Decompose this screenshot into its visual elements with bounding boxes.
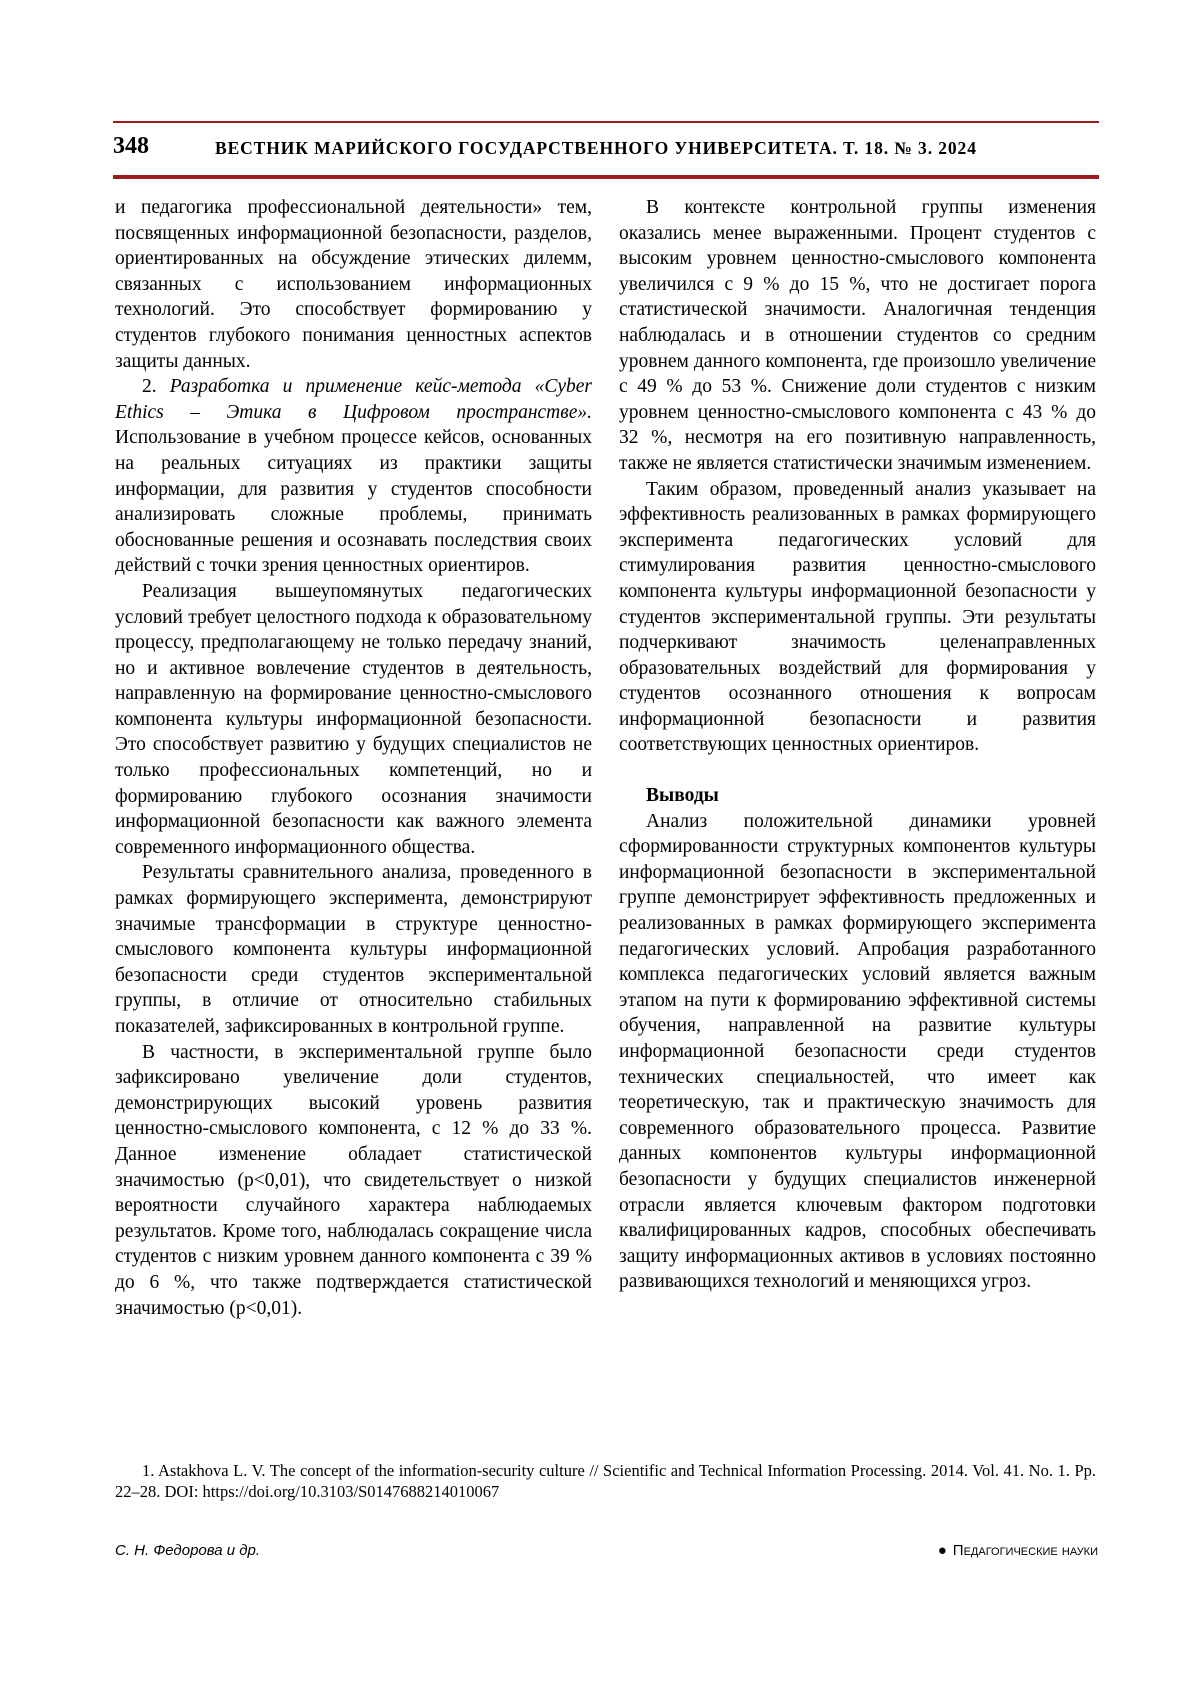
list-number: 2. <box>142 376 157 398</box>
header-top-rule <box>113 121 1099 123</box>
case-method-title: Разработка и применение кейс-метода «Cyber Ethics – Этика в Цифровом пространстве». <box>115 376 592 423</box>
page-number: 348 <box>113 133 149 159</box>
journal-title: ВЕСТНИК МАРИЙСКОГО ГОСУДАРСТВЕННОГО УНИВЕРСИТЕТА. Т. 18. № 3. 2024 <box>215 138 977 158</box>
paragraph-analysis-summary: Таким образом, проведенный анализ указывает на эффективность реализованных в рамках формирующего эксперимента педагогических условий для стимулирования развития ценностно-смыслового компонента культуры информационной безопасности у студентов экспериментальной группы. Эти результаты подчеркивают значимость целенаправленных образовательных воздействий для формирования у студентов осознанного отношения к вопросам информационной безопасности и развития соответствующих ценностных ориентиров. <box>619 478 1096 756</box>
paragraph-implementation: Реализация вышеупомянутых педагогических условий требует целостного подхода к образовательному процессу, предполагающему не только передачу знаний, но и активное вовлечение студентов в деятельность, направленную на формирование ценностно-смыслового компонента культуры информационной безопасности. Это способствует развитию у будущих специалистов не только профессиональных компетенций, но и формированию глубокого осознания значимости информационной безопасности как важного элемента современного информационного общества. <box>115 580 592 858</box>
footer-section <box>938 1542 1098 1559</box>
section-name: Педагогические науки <box>952 1542 1098 1559</box>
section-heading-conclusions: Выводы <box>646 785 719 807</box>
paragraph-conclusions: Анализ положительной динамики уровней сформированности структурных компонентов культуры информационной безопасности в экспериментальной группе демонстрирует эффективность предложенных и реализованных в рамках формирующего эксперимента педагогических условий. Апробация разработанного комплекса педагогических условий является важным этапом на пути к формированию эффективной системы обучения, направленной на развитие культуры информационной безопасности среди студентов технических специальностей, что имеет как теоретическую, так и практическую значимость для современного образовательного процесса. Развитие данных компонентов культуры информационной безопасности у будущих специалистов инженерной отрасли является ключевым фактором подготовки квалифицированных кадров, способных обеспечивать защиту информационных активов в условиях постоянно развивающихся технологий и меняющихся угроз. <box>619 810 1096 1293</box>
paragraph-control-group: В контексте контрольной группы изменения оказались менее выраженными. Процент студентов с высоким уровнем ценностно-смыслового компонента увеличился с 9 % до 15 %, что не достигает порога статистической значимости. Аналогичная тенденция наблюдалась и в отношении студентов со средним уровнем данного компонента, где произошло увеличение с 49 % до 53 %. Снижение доли студентов с низким уровнем ценностно-смыслового компонента с 43 % до 32 %, несмотря на его позитивную направленность, также не является статистически значимым изменением. <box>619 197 1096 474</box>
left-column <box>115 195 592 1321</box>
paragraph-comparative-results: Результаты сравнительного анализа, проведенного в рамках формирующего эксперимента, демонстрируют значимые трансформации в структуре ценностно-смыслового компонента культуры информационной безопасности среди студентов экспериментальной группы, в отличие от относительно стабильных показателей, зафиксированных в контрольной группе. <box>115 862 592 1037</box>
paragraph-case-method <box>115 374 592 579</box>
paragraph-continued: и педагогика профессиональной деятельности» тем, посвященных информационной безопасности, разделов, ориентированных на обсуждение этических дилемм, связанных с использованием информационных технологий. Это способствует формированию у студентов глубокого понимания ценностных аспектов защиты данных. <box>115 197 592 372</box>
footer-authors: С. Н. Федорова и др. <box>115 1542 261 1559</box>
case-method-text: Использование в учебном процессе кейсов, основанных на реальных ситуациях из практики защиты информации, для развития у студентов способности анализировать сложные проблемы, принимать обоснованные решения и осознавать последствия своих действий с точки зрения ценностных ориентиров. <box>115 427 592 577</box>
bullet-icon: ● <box>937 1542 947 1559</box>
paragraph-experimental-group: В частности, в экспериментальной группе было зафиксировано увеличение доли студентов, демонстрирующих высокий уровень развития ценностно-смыслового компонента, с 12 % до 33 %. Данное изменение обладает статистической значимостью (p<0,01), что свидетельствует о низкой вероятности случайного характера наблюдаемых результатов. Кроме того, наблюдалась сокращение числа студентов с низким уровнем данного компонента с 39 % до 6 %, что также подтверждается статистической значимостью (p<0,01). <box>115 1041 592 1319</box>
reference-entry: 1. Astakhova L. V. The concept of the information-security culture // Scientific and Technical Information Processing. 2014. Vol. 41. No. 1. Pp. 22–28. DOI: https://doi.org/10.3103/S0147688214010067 <box>115 1461 1096 1501</box>
header-bottom-rule <box>113 175 1099 179</box>
right-column <box>619 195 1096 1295</box>
